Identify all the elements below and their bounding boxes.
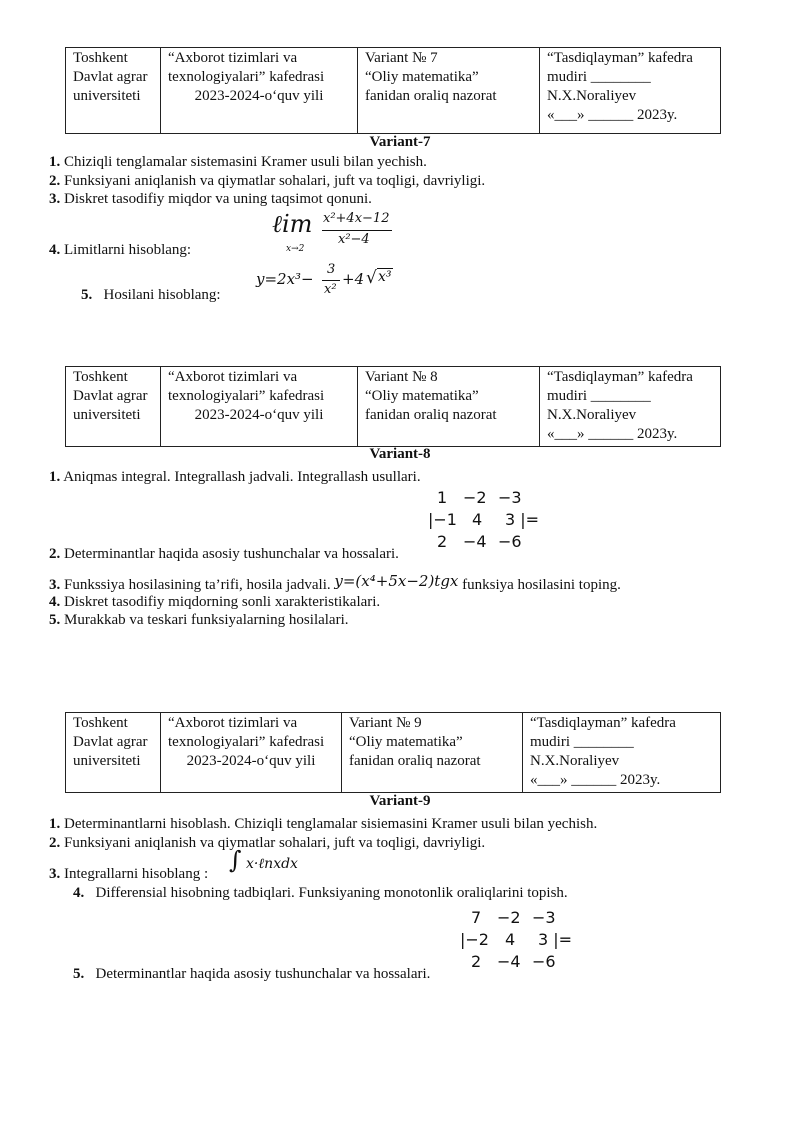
- subject-name: “Oliy matematika”: [365, 388, 479, 404]
- question-5: [49, 612, 349, 629]
- integral-formula: [229, 846, 329, 880]
- question-number: 5.: [81, 287, 93, 303]
- matrix-cell: −6: [532, 952, 556, 971]
- integral-sign: ∫: [229, 846, 242, 874]
- question-4: [73, 885, 568, 902]
- approval-line: N.X.Noraliyev: [530, 753, 620, 769]
- matrix-cell: 4: [505, 930, 516, 949]
- lim-subscript: x→2: [286, 244, 305, 254]
- derivative-denominator: x²: [324, 282, 337, 297]
- approval-line: N.X.Noraliyev: [547, 407, 637, 423]
- derivative-tail: +4: [342, 270, 365, 288]
- limit-numerator: x²+4x−12: [323, 211, 390, 226]
- question-number: 3.: [49, 866, 61, 882]
- university-line: Toshkent: [73, 369, 128, 385]
- university-line: Toshkent: [73, 50, 128, 66]
- approval-date: «___» ______ 2023y.: [547, 426, 678, 442]
- question-text: Integrallarni hisoblang :: [64, 866, 209, 882]
- question-2: [49, 173, 485, 190]
- matrix-cell: 2: [471, 952, 482, 971]
- header-table-variant-9: [65, 712, 721, 793]
- limit-denominator: x²−4: [338, 232, 370, 247]
- matrix-cell: 3 |=: [505, 510, 540, 529]
- question-text: Funksiyani aniqlanish va qiymatlar sohalari, juft va toqligi, davriyligi.: [64, 173, 486, 189]
- derivative-numerator: 3: [327, 262, 336, 277]
- university-cell: [66, 367, 161, 447]
- exam-type: fanidan oraliq nazorat: [349, 753, 481, 769]
- sqrt-symbol: √: [366, 268, 377, 288]
- question-number: 4.: [49, 242, 61, 258]
- question-number: 2.: [49, 835, 61, 851]
- exam-type: fanidan oraliq nazorat: [365, 407, 497, 423]
- university-cell: [66, 713, 161, 793]
- question-tail: funksiya hosilasini toping.: [462, 577, 621, 593]
- matrix-cell: 4: [472, 510, 483, 529]
- university-line: Davlat agrar: [73, 734, 148, 750]
- approval-line: mudiri ________: [547, 388, 651, 404]
- matrix-cell: −2: [497, 908, 521, 927]
- header-table-variant-8: [65, 366, 721, 447]
- radicand: x³: [378, 269, 392, 285]
- matrix-cell: −4: [497, 952, 521, 971]
- approval-line: N.X.Noraliyev: [547, 88, 637, 104]
- academic-year: 2023-2024-o‘quv yili: [186, 753, 316, 769]
- variant-number: Variant № 9: [349, 715, 422, 731]
- integrand: x·ℓnxdx: [246, 856, 298, 872]
- approval-cell: [540, 48, 721, 134]
- question-2: [49, 546, 399, 563]
- question-number: 4.: [49, 594, 61, 610]
- variant-title: Variant-7: [369, 134, 431, 150]
- matrix-cell: |−1: [428, 510, 457, 529]
- university-line: Toshkent: [73, 715, 128, 731]
- department-line: texnologiyalari” kafedrasi: [168, 734, 325, 750]
- question-number: 4.: [73, 885, 85, 901]
- question-number: 1.: [49, 816, 61, 832]
- derivative-formula-2: y=(x⁴+5x−2)tgx: [334, 572, 459, 590]
- approval-line: mudiri ________: [530, 734, 634, 750]
- question-5: [73, 966, 430, 983]
- matrix-cell: 2: [437, 532, 448, 551]
- matrix-cell: −3: [498, 488, 522, 507]
- question-text: Diskret tasodifiy miqdorning sonli xarakteristikalari.: [64, 594, 381, 610]
- university-line: universiteti: [73, 753, 141, 769]
- approval-date: «___» ______ 2023y.: [530, 772, 661, 788]
- academic-year: 2023-2024-o‘quv yili: [194, 407, 324, 423]
- approval-line: mudiri ________: [547, 69, 651, 85]
- matrix-cell: −3: [532, 908, 556, 927]
- approval-date: «___» ______ 2023y.: [547, 107, 678, 123]
- approval-cell: [523, 713, 721, 793]
- question-3: [49, 866, 208, 883]
- question-number: 3.: [49, 191, 61, 207]
- question-text: Limitlarni hisoblang:: [64, 242, 192, 258]
- matrix-cell: −4: [463, 532, 487, 551]
- question-text: Determinantlar haqida asosiy tushunchalar va hossalari.: [95, 966, 431, 982]
- question-4: [49, 242, 191, 259]
- question-5: [81, 287, 221, 304]
- question-3: [49, 572, 621, 594]
- matrix-cell: −2: [463, 488, 487, 507]
- department-cell: [161, 48, 358, 134]
- determinant-matrix: [428, 488, 548, 554]
- variant-cell: [358, 48, 540, 134]
- approval-line: “Tasdiqlayman” kafedra: [547, 50, 693, 66]
- variant-number: Variant № 7: [365, 50, 438, 66]
- university-line: universiteti: [73, 407, 141, 423]
- lim-symbol: ℓim: [272, 210, 313, 238]
- question-text: Murakkab va teskari funksiyalarning hosilalari.: [64, 612, 349, 628]
- university-line: universiteti: [73, 88, 141, 104]
- department-cell: [161, 367, 358, 447]
- variant-number: Variant № 8: [365, 369, 438, 385]
- department-line: “Axborot tizimlari va: [168, 369, 298, 385]
- department-line: texnologiyalari” kafedrasi: [168, 388, 325, 404]
- question-text: Chiziqli tenglamalar sistemasini Kramer usuli bilan yechish.: [64, 154, 427, 170]
- question-text: Hosilani hisoblang:: [103, 287, 221, 303]
- question-4: [49, 594, 380, 611]
- matrix-cell: |−2: [460, 930, 489, 949]
- question-number: 1.: [49, 469, 61, 485]
- question-number: 1.: [49, 154, 61, 170]
- derivative-formula: [256, 262, 416, 304]
- question-text: Diskret tasodifiy miqdor va uning taqsimot qonuni.: [64, 191, 372, 207]
- question-number: 5.: [73, 966, 85, 982]
- limit-formula: [272, 208, 402, 258]
- fraction-bar: [322, 280, 340, 281]
- question-text: Funksiyani aniqlanish va qiymatlar sohalari, juft va toqligi, davriyligi.: [64, 835, 486, 851]
- matrix-cell: 7: [471, 908, 482, 927]
- question-number: 3.: [49, 577, 61, 593]
- variant-title: Variant-9: [369, 793, 431, 809]
- derivative-lhs: y=2x³−: [256, 270, 314, 288]
- fraction-bar: [322, 230, 392, 231]
- approval-cell: [540, 367, 721, 447]
- question-text: Determinantlar haqida asosiy tushunchalar va hossalari.: [64, 546, 399, 562]
- question-1: [49, 154, 427, 171]
- academic-year: 2023-2024-o‘quv yili: [194, 88, 324, 104]
- matrix-cell: −6: [498, 532, 522, 551]
- department-line: “Axborot tizimlari va: [168, 50, 298, 66]
- matrix-cell: 3 |=: [538, 930, 573, 949]
- variant-cell: [358, 367, 540, 447]
- exam-type: fanidan oraliq nazorat: [365, 88, 497, 104]
- department-line: texnologiyalari” kafedrasi: [168, 69, 325, 85]
- university-cell: [66, 48, 161, 134]
- matrix-cell: 1: [437, 488, 448, 507]
- question-text: Aniqmas integral. Integrallash jadvali. Integrallash usullari.: [63, 469, 421, 485]
- approval-line: “Tasdiqlayman” kafedra: [530, 715, 676, 731]
- question-1: [49, 469, 421, 486]
- question-3: [49, 191, 372, 208]
- question-number: 2.: [49, 173, 61, 189]
- variant-title: Variant-8: [369, 446, 431, 462]
- approval-line: “Tasdiqlayman” kafedra: [547, 369, 693, 385]
- question-number: 2.: [49, 546, 61, 562]
- header-table-variant-7: [65, 47, 721, 134]
- question-text: Differensial hisobning tadbiqlari. Funksiyaning monotonlik oraliqlarini topish.: [95, 885, 568, 901]
- department-line: “Axborot tizimlari va: [168, 715, 298, 731]
- question-text: Determinantlarni hisoblash. Chiziqli tenglamalar sisiemasini Kramer usuli bilan yechish.: [64, 816, 598, 832]
- determinant-matrix: [460, 908, 580, 974]
- question-text: Funkssiya hosilasining ta’rifi, hosila jadvali.: [64, 577, 331, 593]
- subject-name: “Oliy matematika”: [349, 734, 463, 750]
- university-line: Davlat agrar: [73, 388, 148, 404]
- department-cell: [161, 713, 342, 793]
- university-line: Davlat agrar: [73, 69, 148, 85]
- subject-name: “Oliy matematika”: [365, 69, 479, 85]
- question-number: 5.: [49, 612, 61, 628]
- variant-cell: [342, 713, 523, 793]
- question-1: [49, 816, 597, 833]
